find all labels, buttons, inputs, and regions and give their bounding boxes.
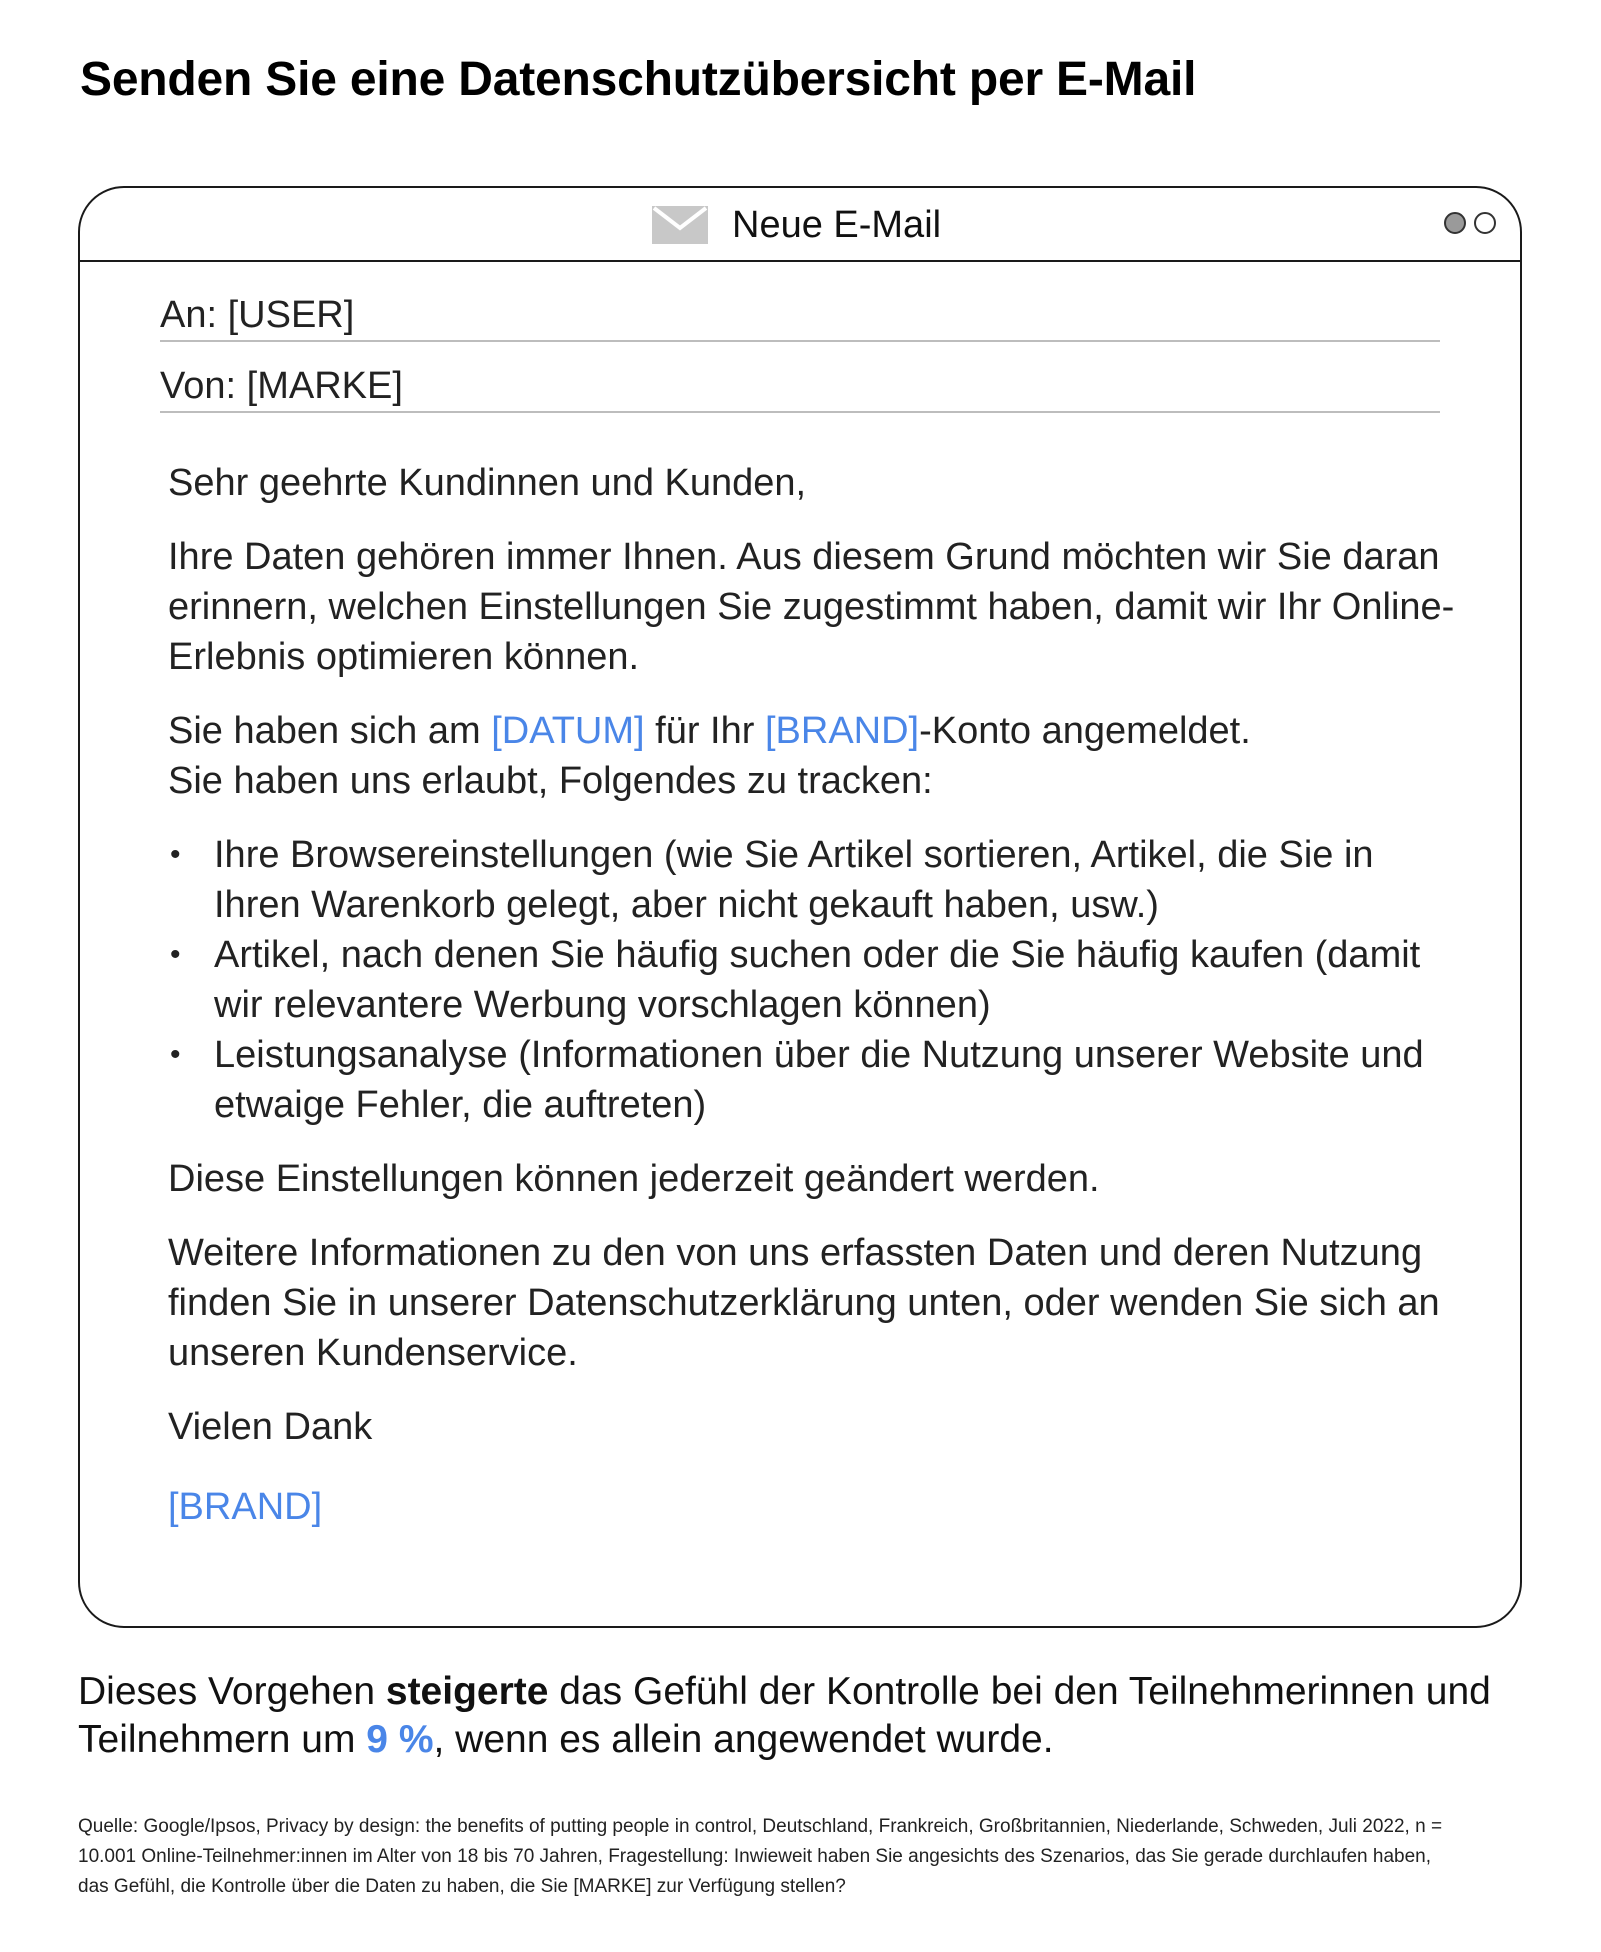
signup-prefix: Sie haben sich am xyxy=(168,710,492,752)
list-item xyxy=(170,1030,1458,1130)
signup-middle: für Ihr xyxy=(644,710,765,752)
bullet-icon: • xyxy=(170,938,181,971)
window-controls xyxy=(1444,212,1496,234)
brand-placeholder: [BRAND] xyxy=(764,710,920,752)
conclusion-bold: steigerte xyxy=(385,1670,549,1713)
email-header xyxy=(80,188,1520,262)
tracking-intro: Sie haben uns erlaubt, Folgendes zu tracken: xyxy=(168,760,933,802)
window-title: Neue E-Mail xyxy=(732,204,942,246)
conclusion-part2: das Gefühl der Kontrolle bei den Teilnehmerinnen und Teilnehmern um xyxy=(78,1670,1491,1761)
list-item-text: Leistungsanalyse (Informationen über die Nutzung unserer Website und etwaige Fehler, die auftreten) xyxy=(214,1034,1424,1126)
more-info-paragraph: Weitere Informationen zu den von uns erfassten Daten und deren Nutzung finden Sie in unserer Datenschutzerklärung unten, oder wenden Sie sich an unseren Kundenservice. xyxy=(168,1232,1440,1374)
list-item xyxy=(170,930,1458,1030)
list-item-text: Artikel, nach denen Sie häufig suchen oder die Sie häufig kaufen (damit wir relevantere Werbung vorschlagen können) xyxy=(214,934,1421,1026)
from-field[interactable]: Von: [MARKE] xyxy=(160,363,1440,413)
bullet-icon: • xyxy=(170,838,181,871)
intro-paragraph: Ihre Daten gehören immer Ihnen. Aus diesem Grund möchten wir Sie daran erinnern, welchen Einstellungen Sie zugestimmt haben, damit wir Ihr Online-Erlebnis optimieren können. xyxy=(168,536,1455,678)
list-item-text: Ihre Browsereinstellungen (wie Sie Artikel sortieren, Artikel, die Sie in Ihren Warenkorb gelegt, aber nicht gekauft haben, usw.) xyxy=(214,834,1374,926)
window-dot-filled-icon[interactable] xyxy=(1444,212,1466,234)
settings-note: Diese Einstellungen können jederzeit geändert werden. xyxy=(168,1158,1100,1200)
bullet-icon: • xyxy=(170,1038,181,1071)
page-title: Senden Sie eine Datenschutzübersicht per E-Mail xyxy=(80,53,1197,106)
email-window xyxy=(78,186,1522,1628)
date-placeholder: [DATUM] xyxy=(491,710,645,752)
conclusion-text xyxy=(78,1668,1538,1764)
conclusion-part3: , wenn es allein angewendet wurde. xyxy=(433,1718,1054,1761)
signup-suffix: -Konto angemeldet. xyxy=(919,710,1251,752)
list-item xyxy=(170,830,1458,930)
closing: Vielen Dank xyxy=(168,1406,373,1448)
source-note: Quelle: Google/Ipsos, Privacy by design: the benefits of putting people in control, Deutschland, Frankreich, Großbritannien, Niederlande, Schweden, Juli 2022, n = 10.001 Online-Teilnehmer:innen im Alter von 18 bis 70 Jahren, Fragestellung: Inwieweit haben Sie angesichts des Szenarios, das Sie gerade durchlaufen haben, das Gefühl, die Kontrolle über die Daten zu haben, die Sie [MARKE] zur Verfügung stellen? xyxy=(78,1816,1443,1897)
window-dot-empty-icon[interactable] xyxy=(1474,212,1496,234)
to-field[interactable]: An: [USER] xyxy=(160,292,1440,342)
email-body xyxy=(168,458,1458,1556)
conclusion-part1: Dieses Vorgehen xyxy=(78,1670,386,1713)
signup-paragraph xyxy=(168,706,1458,806)
conclusion-value: 9 % xyxy=(366,1718,434,1761)
mail-icon xyxy=(652,206,708,244)
tracking-list xyxy=(168,830,1458,1130)
greeting: Sehr geehrte Kundinnen und Kunden, xyxy=(168,462,807,504)
signature: [BRAND] xyxy=(168,1486,323,1528)
